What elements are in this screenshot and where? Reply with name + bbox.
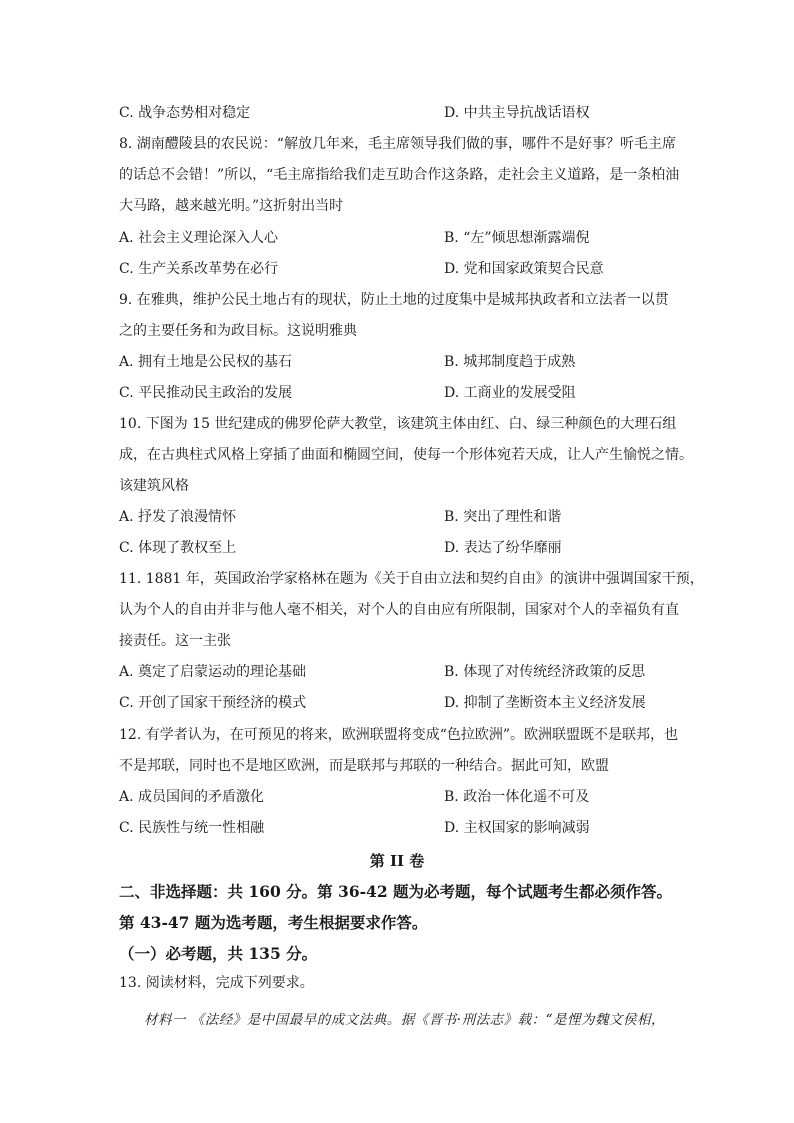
q11-stem-line-2: 认为个人的自由并非与他人毫不相关，对个人的自由应有所限制，国家对个人的幸福负有直 xyxy=(119,602,679,618)
q8-option-d: D. 党和国家政策契合民意 xyxy=(444,261,604,277)
q8-stem-line-2: 的话总不会错！”所以，“毛主席指给我们走互助合作这条路，走社会主义道路，是一条柏油 xyxy=(119,167,680,183)
q12-option-d: D. 主权国家的影响减弱 xyxy=(444,820,590,836)
q11-option-d: D. 抑制了垄断资本主义经济发展 xyxy=(444,695,646,711)
q11-option-a: A. 奠定了启蒙运动的理论基础 xyxy=(119,664,307,680)
q9-stem-line-2: 之的主要任务和为政目标。这说明雅典 xyxy=(119,323,357,339)
q10-stem-line-2: 成，在古典柱式风格上穿插了曲面和椭圆空间，使每一个形体宛若天成，让人产生愉悦之情。 xyxy=(119,447,693,463)
q13-stem: 13. 阅读材料，完成下列要求。 xyxy=(119,975,314,991)
q9-option-c: C. 平民推动民主政治的发展 xyxy=(119,385,293,401)
q12-stem-line-2: 不是邦联，同时也不是地区欧洲，而是联邦与邦联的一种结合。据此可知，欧盟 xyxy=(119,758,609,774)
q11-option-c: C. 开创了国家干预经济的模式 xyxy=(119,695,307,711)
q13-material-1: 材料一 《法经》是中国最早的成文法典。据《晋书·刑法志》载：“是悝为魏文侯相， xyxy=(144,1012,665,1028)
q8-option-b: B. “左”倾思想渐露端倪 xyxy=(444,230,590,246)
q7-option-d: D. 中共主导抗战话语权 xyxy=(444,105,590,121)
part2-heading-line-1: 二、非选择题：共 160 分。第 36-42 题为必考题，每个试题考生都必须作答。 xyxy=(119,882,673,901)
q11-stem-line-1: 11. 1881 年，英国政治学家格林在题为《关于自由立法和契约自由》的演讲中强调国家干预， xyxy=(119,571,704,587)
q12-option-a: A. 成员国间的矛盾激化 xyxy=(119,789,265,805)
q10-option-a: A. 抒发了浪漫情怀 xyxy=(119,509,237,525)
q8-option-c: C. 生产关系改革势在必行 xyxy=(119,261,279,277)
part2-subheading: （一）必考题，共 135 分。 xyxy=(119,944,318,963)
q9-option-d: D. 工商业的发展受阻 xyxy=(444,385,576,401)
q10-option-b: B. 突出了理性和谐 xyxy=(444,509,562,525)
q10-stem-line-3: 该建筑风格 xyxy=(119,478,189,494)
q12-option-c: C. 民族性与统一性相融 xyxy=(119,820,265,836)
q12-option-b: B. 政治一体化遥不可及 xyxy=(444,789,590,805)
q11-option-b: B. 体现了对传统经济政策的反思 xyxy=(444,664,646,680)
q12-stem-line-1: 12. 有学者认为，在可预见的将来，欧洲联盟将变成“色拉欧洲”。欧洲联盟既不是联邦，也 xyxy=(119,727,679,743)
q8-option-a: A. 社会主义理论深入人心 xyxy=(119,230,279,246)
q9-stem-line-1: 9. 在雅典，维护公民土地占有的现状，防止土地的过度集中是城邦执政者和立法者一以贯 xyxy=(119,292,669,308)
q7-option-c: C. 战争态势相对稳定 xyxy=(119,105,251,121)
q9-option-b: B. 城邦制度趋于成熟 xyxy=(444,354,576,370)
q9-option-a: A. 拥有土地是公民权的基石 xyxy=(119,354,293,370)
q8-stem-line-1: 8. 湖南醴陵县的农民说：“解放几年来，毛主席领导我们做的事，哪件不是好事？听毛主席 xyxy=(119,136,676,152)
part2-title: 第 II 卷 xyxy=(369,852,425,870)
q10-stem-line-1: 10. 下图为 15 世纪建成的佛罗伦萨大教堂，该建筑主体由红、白、绿三种颜色的大理石组 xyxy=(119,416,677,432)
q8-stem-line-3: 大马路，越来越光明。”这折射出当时 xyxy=(119,198,344,214)
part2-heading-line-2: 第 43-47 题为选考题，考生根据要求作答。 xyxy=(119,913,428,932)
q10-option-c: C. 体现了教权至上 xyxy=(119,540,237,556)
q10-option-d: D. 表达了纷华靡丽 xyxy=(444,540,562,556)
q11-stem-line-3: 接责任。这一主张 xyxy=(119,633,231,649)
